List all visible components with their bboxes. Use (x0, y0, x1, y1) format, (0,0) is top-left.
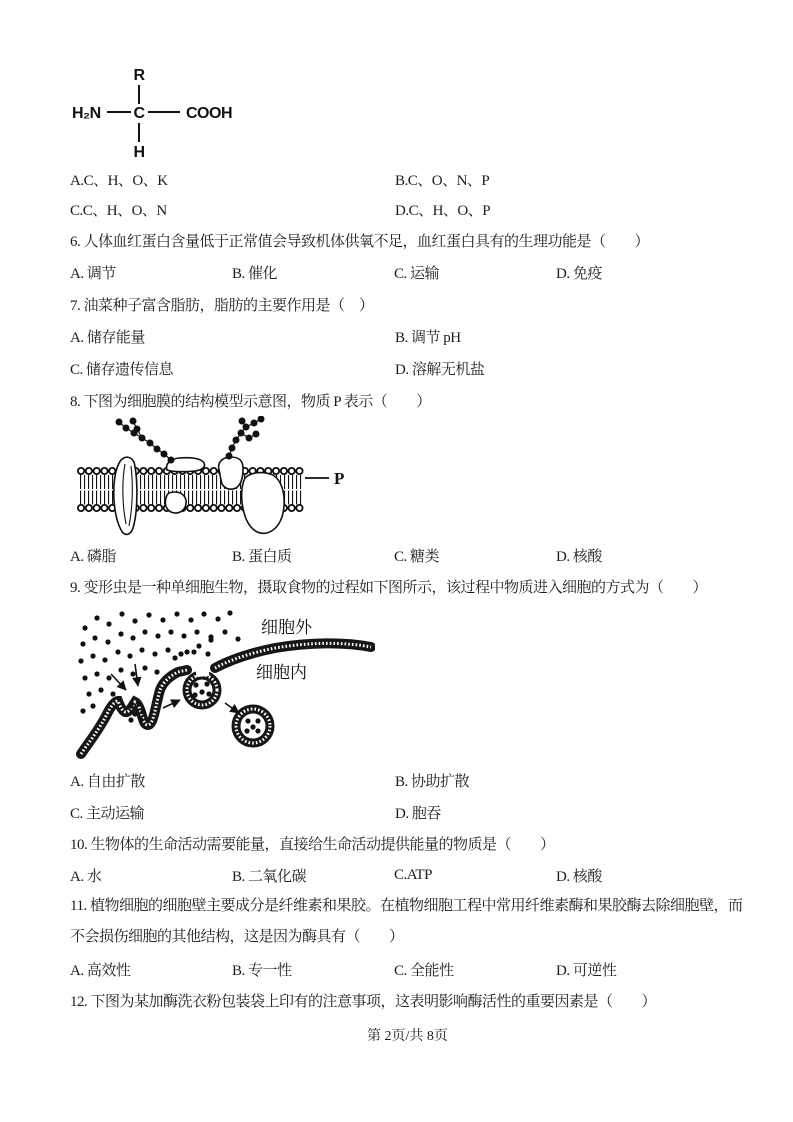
option-d: D. 免疫 (556, 265, 602, 282)
hydrogen-label: H (133, 144, 145, 161)
glycan-chain-left-icon (116, 418, 174, 463)
question-6-stem: 6. 人体血红蛋白含量低于正常值会导致机体供氧不足，血红蛋白具有的生理功能是（ ） (70, 233, 650, 250)
r-group-label: R (133, 67, 145, 84)
amino-group-label: H₂N (72, 105, 101, 122)
option-d: D. 溶解无机盐 (395, 361, 485, 378)
option-c: C. 糖类 (394, 548, 440, 565)
option-a: A. 水 (70, 868, 102, 885)
option-d: D.C、H、O、P (395, 202, 491, 219)
option-b: B.C、O、N、P (395, 172, 490, 189)
option-c: C. 运输 (394, 265, 440, 282)
p-label: P (334, 469, 344, 488)
page-footer (70, 1018, 745, 1052)
option-c: C. 主动运输 (70, 805, 145, 822)
question-8-options (70, 540, 745, 570)
question-10-stem-row (70, 828, 745, 859)
option-d: D. 胞吞 (395, 805, 441, 822)
option-a: A. 磷脂 (70, 548, 116, 565)
option-b: B. 催化 (232, 265, 278, 282)
option-c: C. 全能性 (394, 962, 454, 979)
option-d: D. 核酸 (556, 868, 602, 885)
question-6-stem-row (70, 224, 745, 256)
question-7-options-row-1 (70, 320, 745, 352)
option-a: A.C、H、O、K (70, 172, 168, 189)
question-12-stem: 12. 下图为某加酶洗衣粉包装袋上印有的注意事项，这表明影响酶活性的重要因素是（ ） (70, 994, 657, 1010)
question-8-stem-row (70, 384, 745, 416)
option-a: A. 高效性 (70, 962, 131, 979)
option-c: C.C、H、O、N (70, 202, 167, 219)
option-c: C.ATP (394, 866, 432, 883)
question-9-options-row-1 (70, 764, 745, 796)
carboxyl-group-label: COOH (186, 105, 232, 122)
question-11-stem-row (70, 891, 745, 953)
question-11-options (70, 953, 745, 985)
central-carbon-label: C (133, 105, 145, 122)
cell-membrane-figure (75, 416, 355, 540)
option-c: C. 储存遗传信息 (70, 361, 174, 378)
question-7-stem-row (70, 288, 745, 320)
question-9-options-row-2 (70, 796, 745, 828)
question-9-stem-row (70, 570, 745, 602)
detached-vesicle (236, 709, 270, 743)
option-a: A. 自由扩散 (70, 773, 145, 790)
question-7-stem: 7. 油菜种子富含脂肪，脂肪的主要作用是（ ） (70, 297, 374, 314)
option-b: B. 蛋白质 (232, 548, 292, 565)
question-11-stem: 11. 植物细胞的细胞壁主要成分是纤维素和果胶。在植物细胞工程中常用纤维素酶和果胶酶去除细胞壁，而不会损伤细胞的其他结构，这是因为酶具有（ ） (70, 898, 743, 945)
option-b: B. 调节 pH (395, 329, 461, 346)
question-7-options-row-2 (70, 352, 745, 384)
question-9-stem: 9. 变形虫是一种单细胞生物，摄取食物的过程如下图所示，该过程中物质进入细胞的方式为（ ） (70, 579, 708, 596)
question-5-options-row-1 (70, 164, 745, 194)
amino-acid-structure-figure (70, 56, 300, 164)
cell-membrane-band (81, 643, 371, 754)
option-a: A. 储存能量 (70, 329, 145, 346)
option-b: B. 协助扩散 (395, 773, 470, 790)
option-d: D. 可逆性 (556, 962, 617, 979)
question-5-options-row-2 (70, 194, 745, 224)
page-number: 第 2页/共 8页 (367, 1029, 448, 1044)
question-10-options (70, 859, 745, 891)
extracellular-label: 细胞外 (261, 618, 312, 637)
question-10-stem: 10. 生物体的生命活动需要能量，直接给生命活动提供能量的物质是（ ） (70, 837, 555, 853)
question-6-options (70, 256, 745, 288)
option-b: B. 专一性 (232, 962, 292, 979)
option-b: B. 二氧化碳 (232, 868, 307, 885)
option-d: D. 核酸 (556, 548, 602, 565)
glycan-chain-right-icon (226, 416, 264, 459)
intracellular-label: 细胞内 (256, 663, 307, 682)
option-a: A. 调节 (70, 265, 116, 282)
question-12-stem-row (70, 985, 745, 1016)
endocytosis-figure (75, 606, 375, 764)
question-8-stem: 8. 下图为细胞膜的结构模型示意图，物质 P 表示（ ） (70, 393, 431, 410)
